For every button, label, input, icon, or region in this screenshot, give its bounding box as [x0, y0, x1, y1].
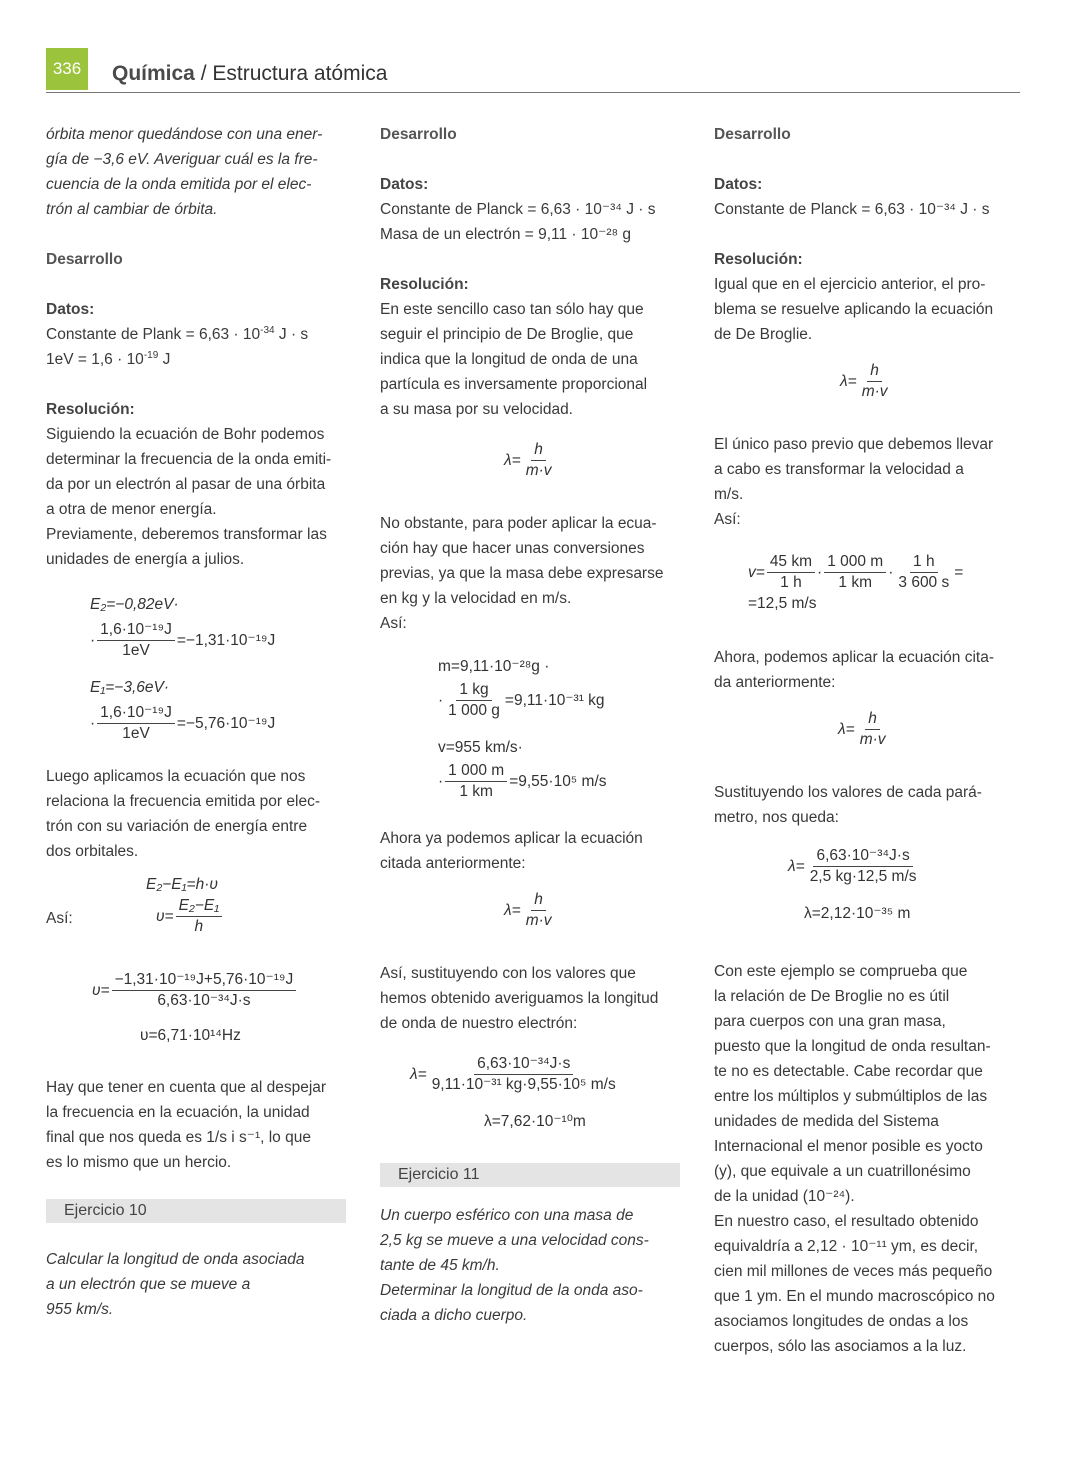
equation-debroglie: λ= $\frac{h}{m\cdot v}$ [840, 362, 888, 400]
conclusion-text: Con este ejemplo se comprueba que la relación de De Broglie no es útil para cuerpos con una gran masa, puesto que la longitud de onda resultan- te no es detectable. Cabe recordar que entre los múltiplos y submúltiplos de las unidades de medida del Sistema Internacional el menor posible es yocto (y), que equivale a un cuatrillonésimo de la unidad (10⁻²⁴). En nuestro caso, el resultado obtenido equivaldría a 2,12 · 10⁻¹¹ ym, es decir, cien mil millones de veces más pequeño que 1 ym. En el mundo macroscópico no asociamos longitudes de ondas a los cuerpos, sólo las asociamos a la luz. [714, 963, 995, 1355]
equation-nu: υ= $\frac{\text{E₂−E₁}}{h}$ [156, 896, 224, 937]
intro-text: órbita menor quedándose con una ener- gía de −3,6 eV. Averiguar cuál es la fre- cuencia de la onda emitida por el elec- trón al cambiar de órbita. [46, 126, 323, 218]
resolucion-text: En este sencillo caso tan sólo hay que seguir el principio de De Broglie, que indica que la longitud de onda de una partícula es inversamente proporcional a su masa por su velocidad. [380, 301, 648, 418]
equation-debroglie-2: λ= $\frac{h}{m\cdot v}$ [504, 891, 552, 929]
datos-heading: Datos: [714, 176, 763, 193]
equation-velocity: v=955 km/s· · $\frac{1 000 m}{1 km}$ =9,55·10⁵ m/s [438, 739, 607, 800]
datos-heading: Datos: [380, 176, 429, 193]
hay-text: Hay que tener en cuenta que al despejar la frecuencia en la ecuación, la unidad final que nos queda es 1/s i s⁻¹, lo que es lo mismo que un hercio. [46, 1079, 327, 1171]
ejercicio-10-band: Ejercicio 10 [46, 1199, 346, 1223]
column-1 [46, 122, 346, 1322]
datos-heading: Datos: [46, 301, 95, 318]
no-obstante-text: No obstante, para poder aplicar la ecua- ción hay que hacer unas conversiones previas, ya que la masa debe expresarse en kg y la velocidad en m/s. Así: [380, 515, 664, 632]
desarrollo-heading: Desarrollo [714, 126, 791, 143]
column-2 [380, 122, 680, 1328]
equation-lambda-result: λ=2,12·10⁻³⁵ m [804, 905, 911, 922]
page-number: 336 [46, 48, 88, 90]
header-topic: / Estructura atómica [194, 62, 388, 85]
dato-planck: Constante de Planck = 6,63 · 10⁻³⁴ J · s [714, 201, 990, 218]
equation-velocity-conversion: v= $\frac{45 km}{1 h}$ · $\frac{1 000 m}{1 km}$ · $\frac{1 h}{3 600 s}$ = =12,5 m/s [748, 553, 964, 612]
running-header [112, 62, 387, 86]
equation-lambda-result: λ=7,62·10⁻¹⁰m [484, 1113, 586, 1130]
header-subject: Química [112, 62, 195, 85]
el-unico-text: El único paso previo que debemos llevar a cabo es transformar la velocidad a m/s. Así: [714, 436, 994, 528]
equation-e1: E₁=−3,6eV· · $\frac{\text{1,6·10⁻¹⁹J}}{1eV}$ =−5,76·10⁻¹⁹J [90, 679, 276, 742]
resolucion-heading: Resolución: [46, 401, 135, 418]
ejercicio-11-text: Un cuerpo esférico con una masa de 2,5 kg se mueve a una velocidad cons- tante de 45 km/h. Determinar la longitud de la onda aso- ciada a dicho cuerpo. [380, 1207, 649, 1324]
asi-sustituyendo-text: Así, sustituyendo con los valores que hemos obtenido averiguamos la longitud de onda de nuestro electrón: [380, 965, 659, 1032]
equation-nu-values: υ= $\frac{\text{−1,31·10⁻¹⁹J+5,76·10⁻¹⁹J}}{\text{6,63·10⁻³⁴J·s}}$ [92, 970, 346, 1011]
equation-bohr: E₂−E₁=h·υ [146, 876, 218, 893]
header-rule [46, 92, 1020, 93]
ahora-text: Ahora ya podemos aplicar la ecuación citada anteriormente: [380, 830, 643, 872]
resolucion-heading: Resolución: [380, 276, 469, 293]
equation-nu-result: υ=6,71·10¹⁴Hz [140, 1027, 241, 1044]
dato-masa: Masa de un electrón = 9,11 · 10⁻²⁸ g [380, 226, 631, 243]
ahora-text: Ahora, podemos aplicar la ecuación cita- da anteriormente: [714, 649, 995, 691]
equation-lambda-values: λ= $\frac{\text{6,63·10⁻³⁴J·s}}{2,5 kg\cdot 12,5 m/s}$ [788, 847, 917, 885]
resolucion-text: Siguiendo la ecuación de Bohr podemos determinar la frecuencia de la onda emiti- da por un electrón al pasar de una órbita a otra de menor energía. Previamente, deberemos transformar las unidades de energía a julios. [46, 426, 332, 568]
dato-ev: $1eV = 1,6 \cdot 10^{-19}$ J [46, 350, 171, 368]
resolucion-heading: Resolución: [714, 251, 803, 268]
equation-lambda-values: λ= $\frac{\text{6,63·10⁻³⁴J·s}}{\text{9,11·10⁻³¹ kg·9,55·10⁵ m/s}}$ [410, 1055, 616, 1093]
asi-label: Así: [46, 910, 73, 927]
column-3 [714, 122, 1019, 1359]
dato-planck: Constante de Plank = $6,63 \cdot 10^{-34}$ J · s [46, 325, 309, 343]
desarrollo-heading: Desarrollo [46, 251, 123, 268]
ejercicio-11-band: Ejercicio 11 [380, 1163, 680, 1187]
ejercicio-10-text: Calcular la longitud de onda asociada a un electrón que se mueve a 955 km/s. [46, 1251, 305, 1318]
resolucion-text: Igual que en el ejercicio anterior, el pro- blema se resuelve aplicando la ecuación de De Broglie. [714, 276, 994, 343]
luego-text: Luego aplicamos la ecuación que nos relaciona la frecuencia emitida por elec- trón con su variación de energía entre dos orbitales. [46, 768, 320, 860]
equation-debroglie: λ= $\frac{h}{m\cdot v}$ [504, 441, 552, 479]
dato-planck: Constante de Planck = 6,63 · 10⁻³⁴ J · s [380, 201, 656, 218]
equation-debroglie-2: λ= $\frac{h}{m\cdot v}$ [838, 710, 886, 748]
desarrollo-heading: Desarrollo [380, 126, 457, 143]
equation-mass: m=9,11·10⁻²⁸g · · $\frac{1 kg}{1 000 g}$ =9,11·10⁻³¹ kg [438, 658, 605, 719]
sustituyendo-text: Sustituyendo los valores de cada pará- metro, nos queda: [714, 784, 982, 826]
equation-e2: E₂=−0,82eV· · $\frac{\text{1,6·10⁻¹⁹J}}{1eV}$ =−1,31·10⁻¹⁹J [90, 596, 276, 659]
